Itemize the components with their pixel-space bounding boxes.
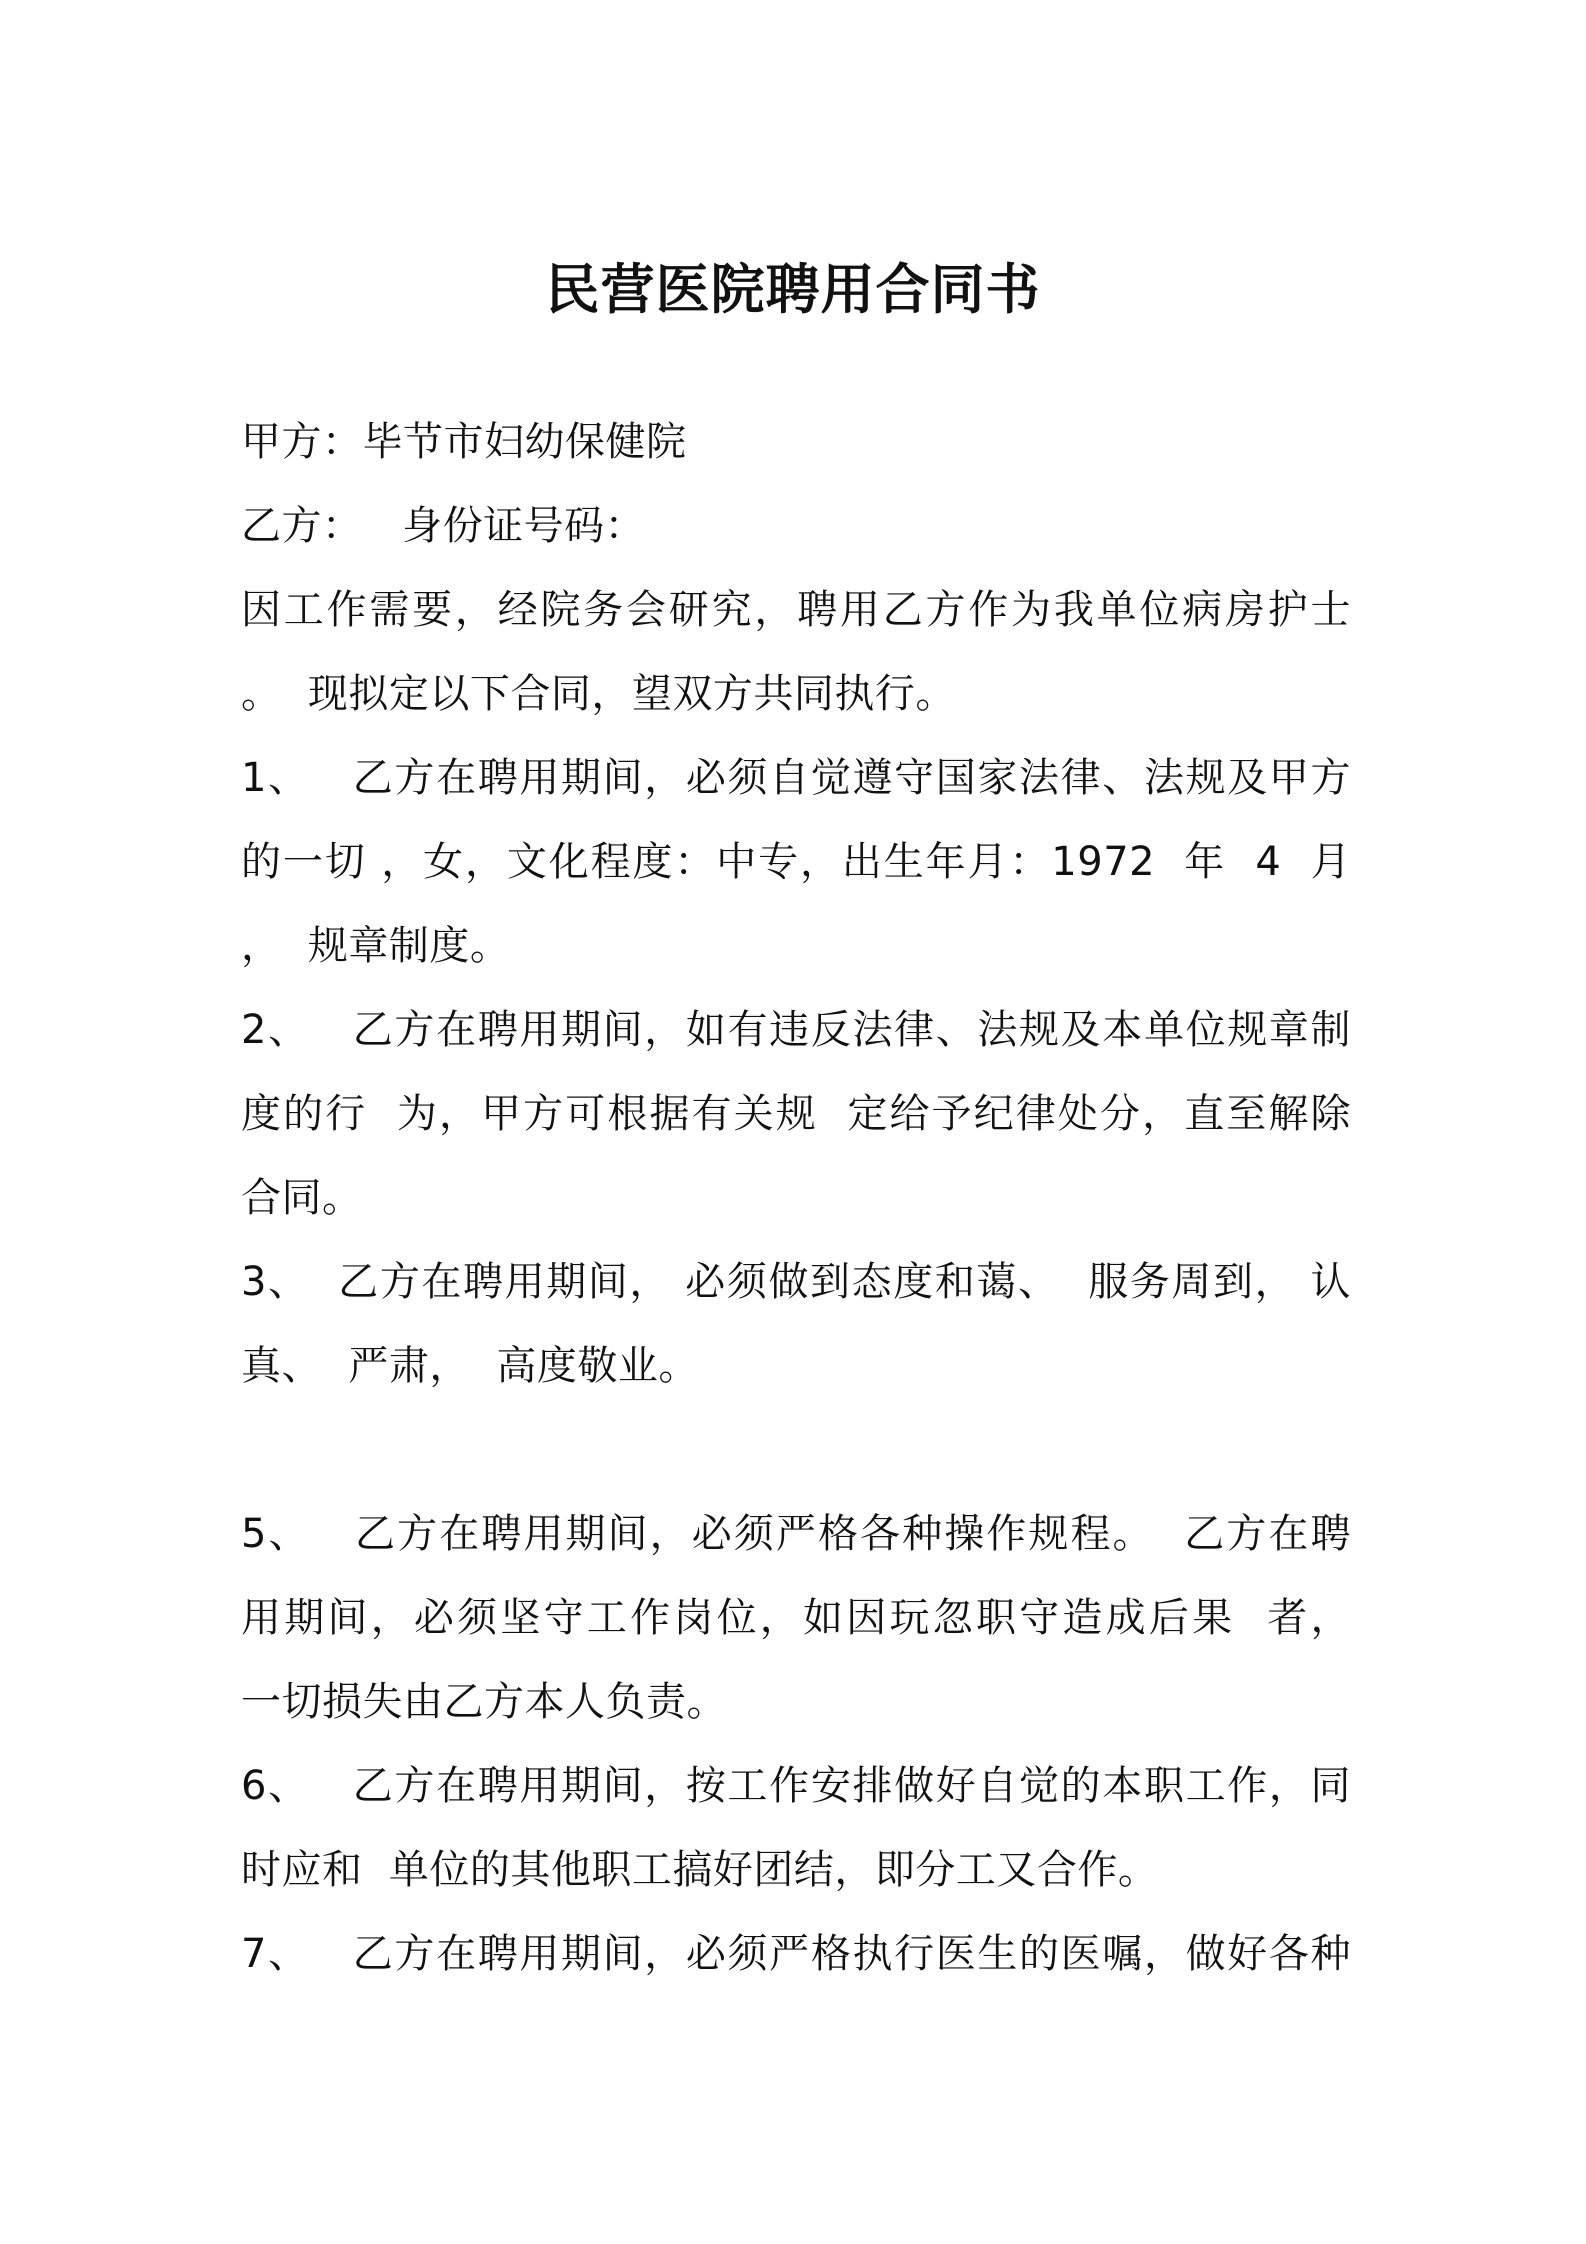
document-title: 民营医院聘用合同书 — [545, 258, 1041, 321]
clause-7-line: 7、 乙方在聘用期间，必须严格执行医生的医嘱，做好各种 — [241, 1931, 1351, 1977]
paragraph-line: 。 现拟定以下合同，望双方共同执行。 — [241, 671, 956, 717]
clause-1-line: ， 规章制度。 — [241, 923, 511, 969]
clause-5-line: 用期间，必须坚守工作岗位，如因玩忽职守造成后果 者， — [241, 1595, 1351, 1641]
clause-6-line: 6、 乙方在聘用期间，按工作安排做好自觉的本职工作，同 — [241, 1763, 1351, 1809]
clause-1-line: 的一切 ，女，文化程度：中专，出生年月：1972 年 4 月 — [241, 839, 1351, 885]
clause-2-line: 合同。 — [241, 1175, 363, 1221]
clause-1-line: 1、 乙方在聘用期间，必须自觉遵守国家法律、法规及甲方 — [241, 755, 1351, 801]
clause-5-line: 一切损失由乙方本人负责。 — [241, 1679, 727, 1725]
party-a-line: 甲方：毕节市妇幼保健院 — [241, 419, 687, 465]
clause-6-line: 时应和 单位的其他职工搞好团结，即分工又合作。 — [241, 1847, 1159, 1893]
paragraph-line: 因工作需要，经院务会研究，聘用乙方作为我单位病房护士 — [241, 587, 1351, 633]
clause-2-line: 度的行 为，甲方可根据有关规 定给予纪律处分，直至解除 — [241, 1091, 1351, 1137]
clause-3-line: 真、 严肃， 高度敬业。 — [241, 1343, 699, 1389]
clause-2-line: 2、 乙方在聘用期间，如有违反法律、法规及本单位规章制 — [241, 1007, 1351, 1053]
clause-5-line: 5、 乙方在聘用期间，必须严格各种操作规程。 乙方在聘 — [241, 1511, 1351, 1557]
clause-3-line: 3、 乙方在聘用期间， 必须做到态度和蔼、 服务周到， 认 — [241, 1259, 1351, 1305]
party-b-line: 乙方： 身份证号码： — [241, 503, 646, 549]
